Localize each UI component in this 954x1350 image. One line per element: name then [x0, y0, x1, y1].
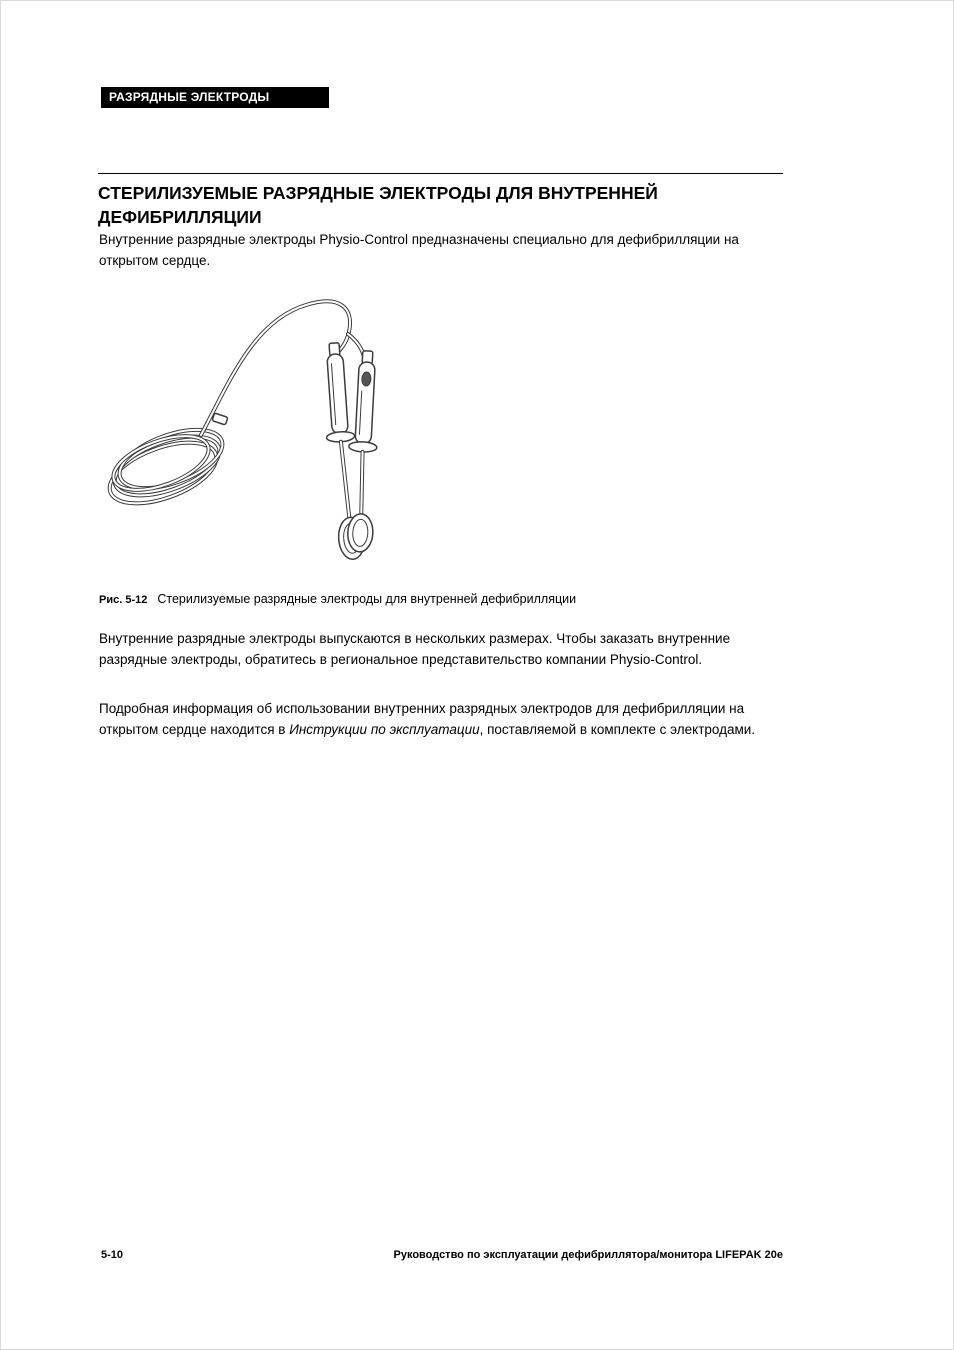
figure-caption: [99, 592, 767, 606]
page-footer: [101, 1249, 783, 1261]
section-banner: РАЗРЯДНЫЕ ЭЛЕКТРОДЫ: [101, 87, 329, 108]
paragraph-sizes: Внутренние разрядные электроды выпускаются в нескольких размерах. Чтобы заказать внутренние разрядные электроды, обратитесь в региональное представительство компании Physio-Control.: [99, 631, 731, 667]
section-heading-block: [98, 173, 783, 229]
paragraph-info-italic: Инструкции по эксплуатации: [289, 722, 480, 737]
paragraph-info-before: Подробная информация об использовании внутренних разрядных электродов для дефибрилляции на открытом сердце находится в: [99, 701, 745, 737]
figure-illustration: [101, 287, 431, 587]
paragraph-info-after: , поставляемой в комплекте с электродами.: [479, 722, 756, 737]
footer-manual-title: Руководство по эксплуатации дефибриллятора/монитора LIFEPAK 20e: [393, 1249, 783, 1261]
paragraph-info: [99, 698, 767, 740]
figure-label: Рис. 5-12: [99, 594, 148, 606]
intro-paragraph: Внутренние разрядные электроды Physio-Control предназначены специально для дефибрилляции на открытом сердце.: [99, 232, 739, 268]
footer-page-number: 5-10: [101, 1249, 124, 1261]
internal-paddles-illustration: [101, 287, 431, 587]
figure-caption-text: Стерилизуемые разрядные электроды для внутренней дефибрилляции: [157, 592, 577, 606]
section-title: СТЕРИЛИЗУЕМЫЕ РАЗРЯДНЫЕ ЭЛЕКТРОДЫ ДЛЯ ВНУТРЕННЕЙ ДЕФИБРИЛЛЯЦИИ: [98, 183, 658, 227]
